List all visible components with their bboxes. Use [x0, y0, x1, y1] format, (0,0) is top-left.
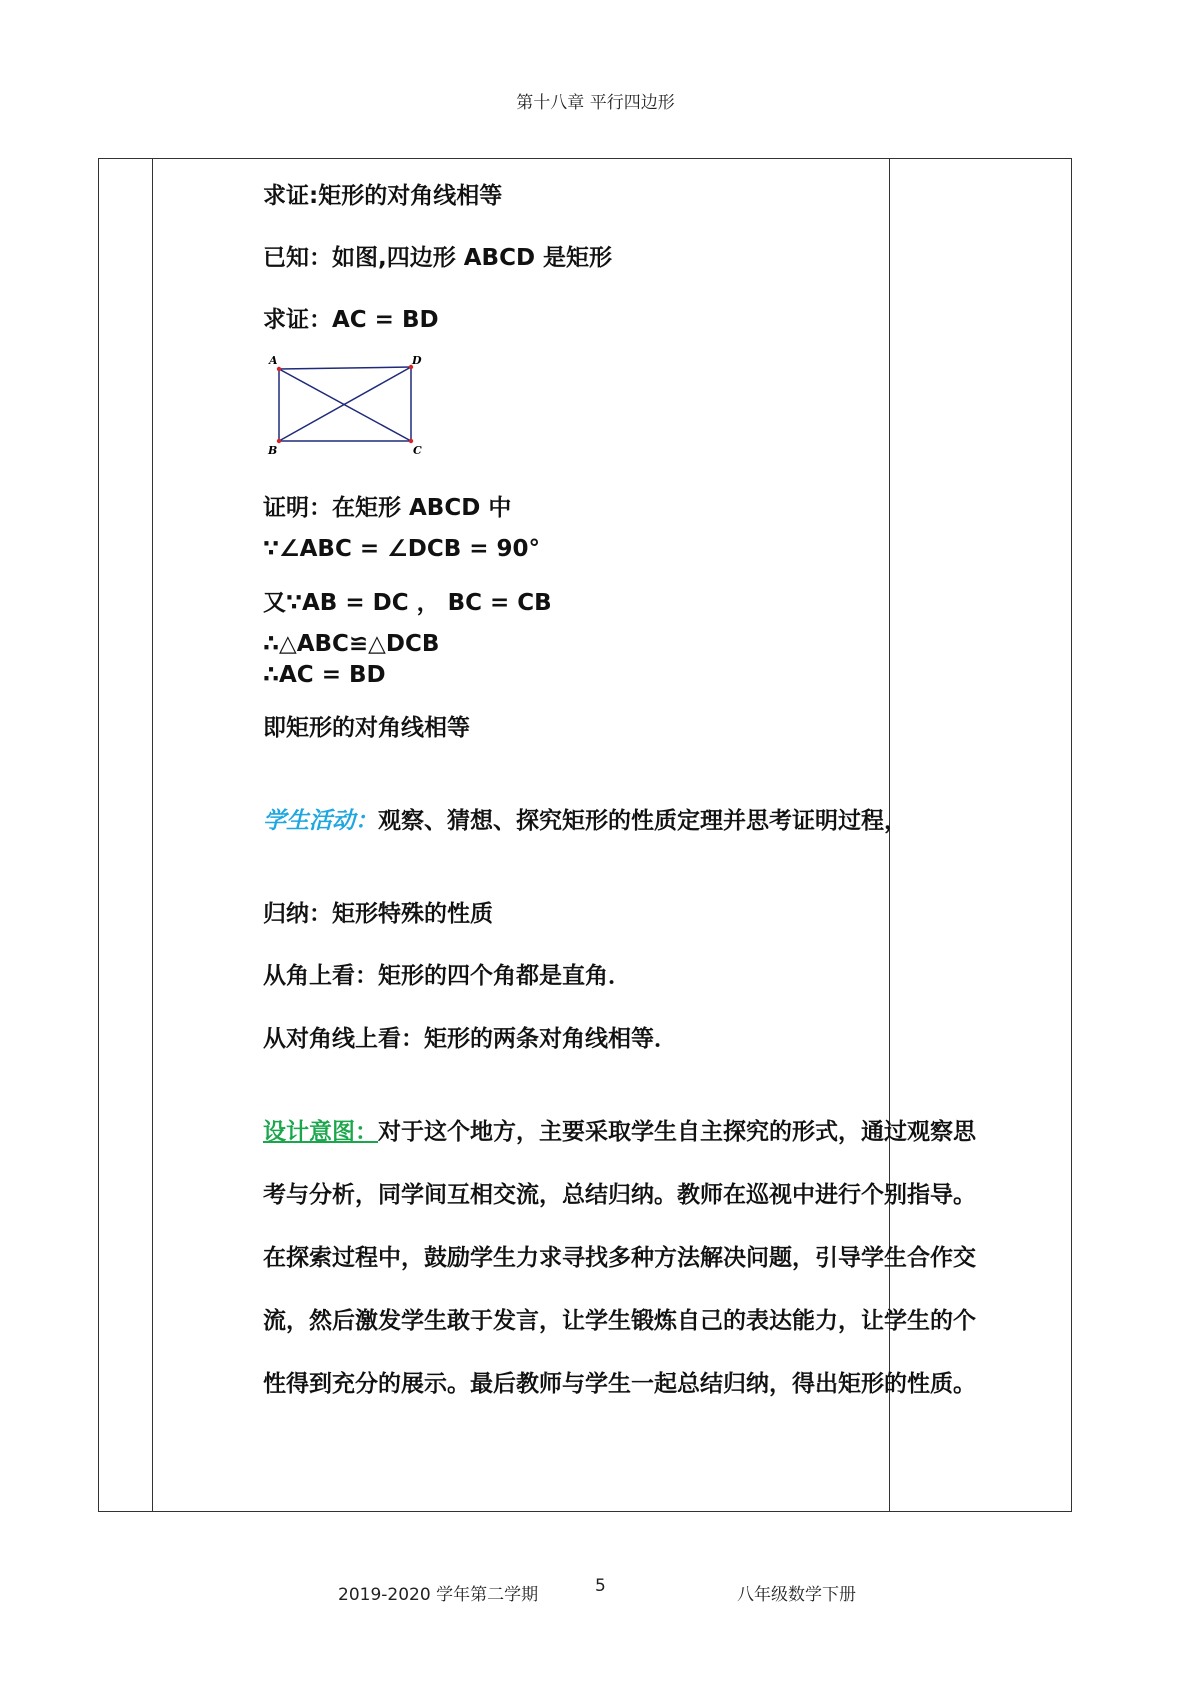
label-a: A: [269, 354, 278, 367]
theorem-statement: 求证:矩形的对角线相等: [263, 183, 503, 209]
side-ad: [279, 367, 411, 369]
vertex-b: [277, 439, 281, 443]
summary-angles: 从角上看：矩形的四个角都是直角．: [263, 963, 631, 989]
column-divider-left: [152, 159, 153, 1511]
proof-line-5: ∴AC = BD: [263, 662, 386, 688]
vertex-c: [409, 439, 413, 443]
student-activity: [263, 802, 907, 835]
lesson-table: [98, 158, 1072, 1512]
given-statement: 已知：如图,四边形 ABCD 是矩形: [263, 245, 613, 271]
page-header: 第十八章 平行四边形: [516, 93, 675, 113]
label-d: D: [412, 354, 422, 367]
proof-line-1: 证明：在矩形 ABCD 中: [263, 495, 512, 521]
design-intent: [263, 1101, 983, 1416]
page-number: 5: [595, 1576, 606, 1596]
activity-text: 观察、猜想、探究矩形的性质定理并思考证明过程，: [378, 808, 907, 834]
design-text: 对于这个地方，主要采取学生自主探究的形式，通过观察思考与分析，同学间互相交流，总结归纳。教师在巡视中进行个别指导。在探索过程中，鼓励学生力求寻找多种方法解决问题，引导学生合作交流，然后激发学生敢于发言，让学生锻炼自己的表达能力，让学生的个性得到充分的展示。最后教师与学生一起总结归纳，得出矩形的性质。: [263, 1119, 976, 1397]
design-label: 设计意图：: [263, 1119, 378, 1145]
proof-line-4: ∴△ABC≌△DCB: [263, 631, 440, 657]
prove-statement: 求证：AC = BD: [263, 307, 439, 333]
rectangle-figure: [263, 351, 433, 456]
footer-book: 八年级数学下册: [737, 1585, 856, 1605]
summary-heading: 归纳：矩形特殊的性质: [263, 901, 493, 927]
activity-label: 学生活动：: [263, 808, 378, 834]
footer-term: 2019-2020 学年第二学期: [338, 1585, 539, 1605]
vertex-a: [277, 367, 281, 371]
proof-line-2: ∵∠ABC = ∠DCB = 90°: [263, 536, 541, 562]
label-b: B: [268, 444, 278, 456]
label-c: C: [413, 444, 422, 456]
summary-diagonals: 从对角线上看：矩形的两条对角线相等．: [263, 1026, 677, 1052]
proof-line-3: 又∵AB = DC ， BC = CB: [263, 590, 552, 616]
proof-conclusion: 即矩形的对角线相等: [263, 715, 470, 741]
